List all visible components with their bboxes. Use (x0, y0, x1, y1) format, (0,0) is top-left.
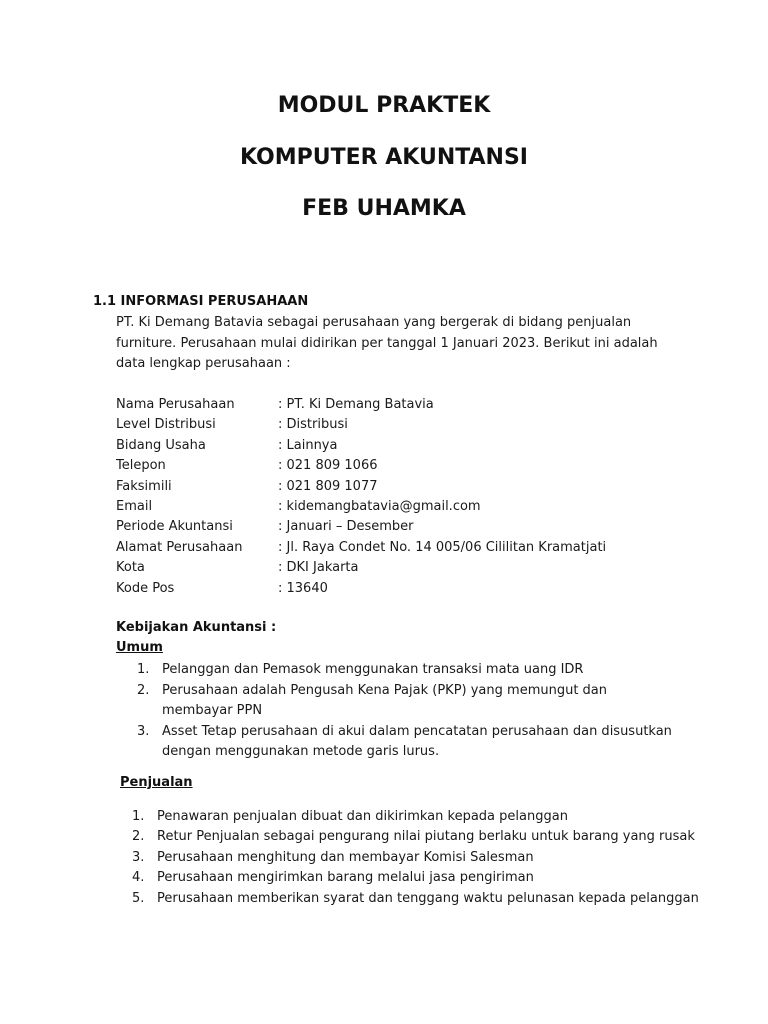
info-value: : 021 809 1066 (278, 458, 378, 474)
company-info-table (116, 395, 606, 599)
list-item (132, 868, 732, 888)
penjualan-subtitle: Penjualan (120, 775, 193, 790)
list-text: Asset Tetap perusahaan di akui dalam pencatatan perusahaan dan disusutkan dengan menggunakan metode garis lurus. (162, 723, 672, 759)
accounting-policy-title: Kebijakan Akuntansi : (116, 620, 277, 635)
list-text: Perusahaan memberikan syarat dan tenggang waktu pelunasan kepada pelanggan (157, 890, 699, 906)
info-label: Kota (116, 560, 145, 576)
title-line-2: KOMPUTER AKUNTANSI (239, 145, 528, 170)
info-label: Email (116, 498, 153, 514)
list-item (137, 722, 677, 763)
info-row-postal-code (116, 579, 606, 599)
info-value: : 021 809 1077 (278, 478, 378, 494)
list-number: 2. (137, 682, 150, 698)
info-label: Alamat Perusahaan (116, 539, 243, 555)
list-number: 5. (132, 890, 145, 906)
info-row-accounting-period (116, 517, 606, 537)
info-row-distribution-level (116, 415, 606, 435)
info-row-business-field (116, 436, 606, 456)
intro-paragraph: PT. Ki Demang Batavia sebagai perusahaan yang bergerak di bidang penjualan furniture. Perusahaan mulai didirikan per tanggal 1 Januari 2023. Berikut ini adalah data lengkap perusahaan : (116, 315, 658, 371)
info-value: : PT. Ki Demang Batavia (278, 397, 434, 412)
info-value: : Distribusi (278, 417, 348, 433)
info-label: Level Distribusi (116, 417, 216, 433)
info-label: Bidang Usaha (116, 437, 206, 453)
info-row-phone (116, 456, 606, 476)
info-row-company-name (116, 395, 606, 415)
list-number: 3. (132, 849, 145, 865)
list-text: Pelanggan dan Pemasok menggunakan transaksi mata uang IDR (162, 662, 584, 677)
info-label: Nama Perusahaan (116, 397, 235, 412)
info-row-city (116, 558, 606, 578)
list-item (137, 681, 677, 722)
info-value: : kidemangbatavia@gmail.com (278, 498, 481, 514)
umum-subtitle: Umum (116, 640, 163, 655)
list-item (132, 889, 732, 909)
list-number: 1. (132, 809, 145, 824)
info-value: : Jl. Raya Condet No. 14 005/06 Cililitan Kramatjati (278, 539, 607, 555)
info-label: Telepon (116, 458, 166, 474)
list-text: Penawaran penjualan dibuat dan dikirimkan kepada pelanggan (157, 809, 568, 824)
list-text: Retur Penjualan sebagai pengurang nilai piutang berlaku untuk barang yang rusak (157, 829, 695, 845)
info-label: Kode Pos (116, 580, 175, 596)
umum-list (137, 660, 677, 763)
info-label: Periode Akuntansi (116, 519, 233, 535)
list-item (132, 807, 732, 827)
info-row-fax (116, 477, 606, 497)
list-text: Perusahaan menghitung dan membayar Komisi Salesman (157, 849, 534, 865)
list-number: 3. (137, 723, 150, 739)
list-text: Perusahaan adalah Pengusah Kena Pajak (PKP) yang memungut dan membayar PPN (162, 682, 608, 718)
list-item (137, 660, 677, 681)
title-line-3: FEB UHAMKA (302, 196, 466, 221)
list-item (132, 827, 732, 847)
info-row-address (116, 538, 606, 558)
list-text: Perusahaan mengirimkan barang melalui jasa pengiriman (157, 870, 534, 886)
section-heading: 1.1 INFORMASI PERUSAHAAN (93, 294, 309, 309)
list-number: 1. (137, 662, 150, 677)
list-number: 2. (132, 829, 145, 845)
info-value: : 13640 (278, 580, 328, 596)
penjualan-list (132, 807, 732, 909)
info-row-email (116, 497, 606, 517)
list-number: 4. (132, 870, 145, 886)
list-item (132, 848, 732, 868)
info-value: : DKI Jakarta (278, 560, 359, 576)
info-label: Faksimili (116, 478, 172, 494)
info-value: : Januari – Desember (278, 519, 414, 535)
info-value: : Lainnya (278, 437, 338, 453)
title-line-1: MODUL PRAKTEK (277, 93, 491, 118)
